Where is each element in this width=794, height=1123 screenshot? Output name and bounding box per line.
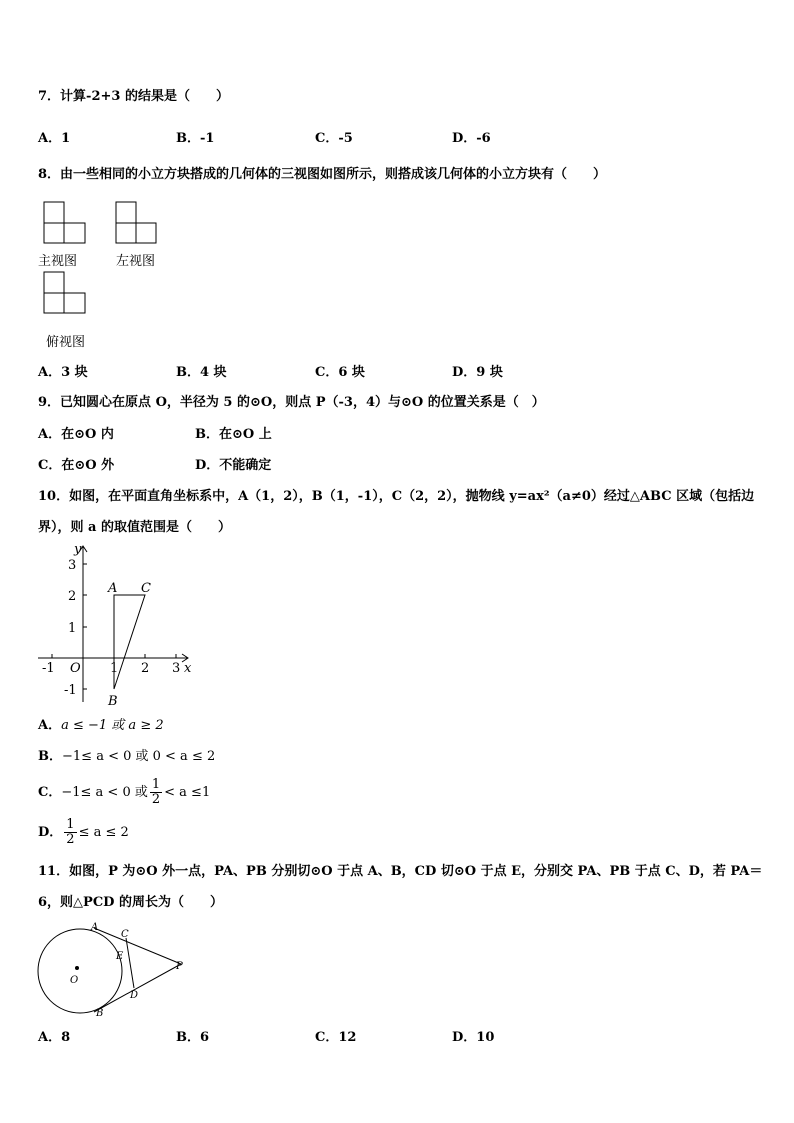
- q10-stem-line2: 界），则 a 的取值范围是（ ）: [38, 520, 231, 535]
- point-c-label: C: [141, 581, 151, 596]
- front-view-figure: [38, 200, 88, 246]
- q10-option-c: [38, 778, 210, 808]
- figure-label-p: P: [176, 961, 183, 972]
- y-tick-3: 3: [68, 558, 77, 573]
- point-b-label: B: [108, 694, 118, 709]
- q10-stem-line1: 10．如图，在平面直角坐标系中，A（1，2），B（1，-1），C（2，2），抛物线 y=ax²（a≠0）经过△ABC 区域（包括边: [38, 489, 755, 504]
- q7-option-a: A．1: [38, 131, 71, 146]
- x-tick-3: 3: [172, 661, 181, 676]
- q8-option-d: D．9 块: [452, 365, 503, 380]
- q11-option-a: A．8: [38, 1030, 71, 1045]
- front-view-label: 主视图: [38, 254, 78, 269]
- q9-option-d: D．不能确定: [195, 458, 272, 473]
- y-tick-2: 2: [68, 589, 77, 604]
- q10-option-b: [38, 749, 215, 765]
- q10-option-c-frac-den: 2: [151, 792, 161, 807]
- q10-option-c-label: C．: [38, 785, 62, 800]
- q10-option-d: [38, 818, 129, 848]
- q9-stem: 9．已知圆心在原点 O，半径为 5 的⊙O，则点 P（-3，4）与⊙O 的位置关系是（ ）: [38, 395, 545, 410]
- q8-option-c: C．6 块: [315, 365, 365, 380]
- q8-stem: 8．由一些相同的小立方块搭成的几何体的三视图如图所示，则搭成该几何体的小立方块有（ ）: [38, 167, 607, 182]
- x-tick-neg1: -1: [42, 661, 55, 676]
- top-view-figure: [38, 270, 88, 316]
- q7-option-b: B．-1: [176, 131, 215, 146]
- q10-option-a-label: A．: [38, 718, 62, 733]
- q7-stem: 7．计算-2+3 的结果是（ ）: [38, 89, 229, 104]
- q10-option-c-math-post: < a ≤1: [164, 785, 211, 800]
- q11-stem-line1: 11．如图，P 为⊙O 外一点，PA、PB 分别切⊙O 于点 A、B，CD 切⊙O 于点 E，分别交 PA、PB 于点 C、D，若 PA＝: [38, 864, 763, 879]
- q7-option-c: C．-5: [315, 131, 353, 146]
- q10-option-c-fraction: [150, 778, 162, 807]
- figure-label-e: E: [116, 951, 124, 962]
- figure-label-c: C: [121, 929, 129, 940]
- left-view-figure: [112, 200, 162, 246]
- figure-label-a: A: [91, 922, 99, 933]
- q10-option-c-frac-num: 1: [151, 777, 161, 792]
- q10-option-a-math: a ≤ −1 或 a ≥ 2: [61, 718, 164, 733]
- figure-label-b: B: [96, 1008, 104, 1019]
- x-axis-label: x: [184, 661, 192, 676]
- q11-option-c: C．12: [315, 1030, 357, 1045]
- q11-stem-line2: 6，则△PCD 的周长为（ ）: [38, 895, 223, 910]
- x-tick-2: 2: [141, 661, 150, 676]
- y-axis-label: y: [74, 542, 82, 557]
- q11-option-b: B．6: [176, 1030, 210, 1045]
- left-view-label: 左视图: [116, 254, 156, 269]
- point-a-label: A: [108, 581, 118, 596]
- figure-label-o: O: [70, 975, 79, 986]
- q10-option-d-math-post: ≤ a ≤ 2: [78, 825, 129, 840]
- q11-tangent-figure: [36, 920, 196, 1020]
- q9-option-c: C．在⊙O 外: [38, 458, 115, 473]
- q9-option-b: B．在⊙O 上: [195, 427, 272, 442]
- q8-option-a: A．3 块: [38, 365, 88, 380]
- q10-option-d-fraction: [64, 818, 76, 847]
- q8-option-b: B．4 块: [176, 365, 227, 380]
- q10-option-d-label: D．: [38, 825, 63, 840]
- q10-option-b-label: B．: [38, 749, 62, 764]
- q9-option-a: A．在⊙O 内: [38, 427, 114, 442]
- q10-option-a: [38, 718, 164, 734]
- figure-label-d: D: [130, 990, 139, 1001]
- q10-option-d-frac-den: 2: [66, 832, 75, 847]
- top-view-label: 俯视图: [46, 335, 86, 350]
- y-tick-1: 1: [68, 621, 77, 636]
- q10-option-c-math-pre: −1≤ a < 0 或: [61, 785, 148, 800]
- q10-option-d-frac-num: 1: [66, 817, 75, 832]
- q10-coordinate-graph: [36, 542, 196, 712]
- x-tick-1: 1: [110, 661, 119, 676]
- origin-label: O: [70, 661, 81, 676]
- q7-option-d: D．-6: [452, 131, 491, 146]
- y-tick-neg1: -1: [64, 683, 77, 698]
- q10-option-b-math: −1≤ a < 0 或 0 < a ≤ 2: [62, 749, 216, 764]
- q11-option-d: D．10: [452, 1030, 495, 1045]
